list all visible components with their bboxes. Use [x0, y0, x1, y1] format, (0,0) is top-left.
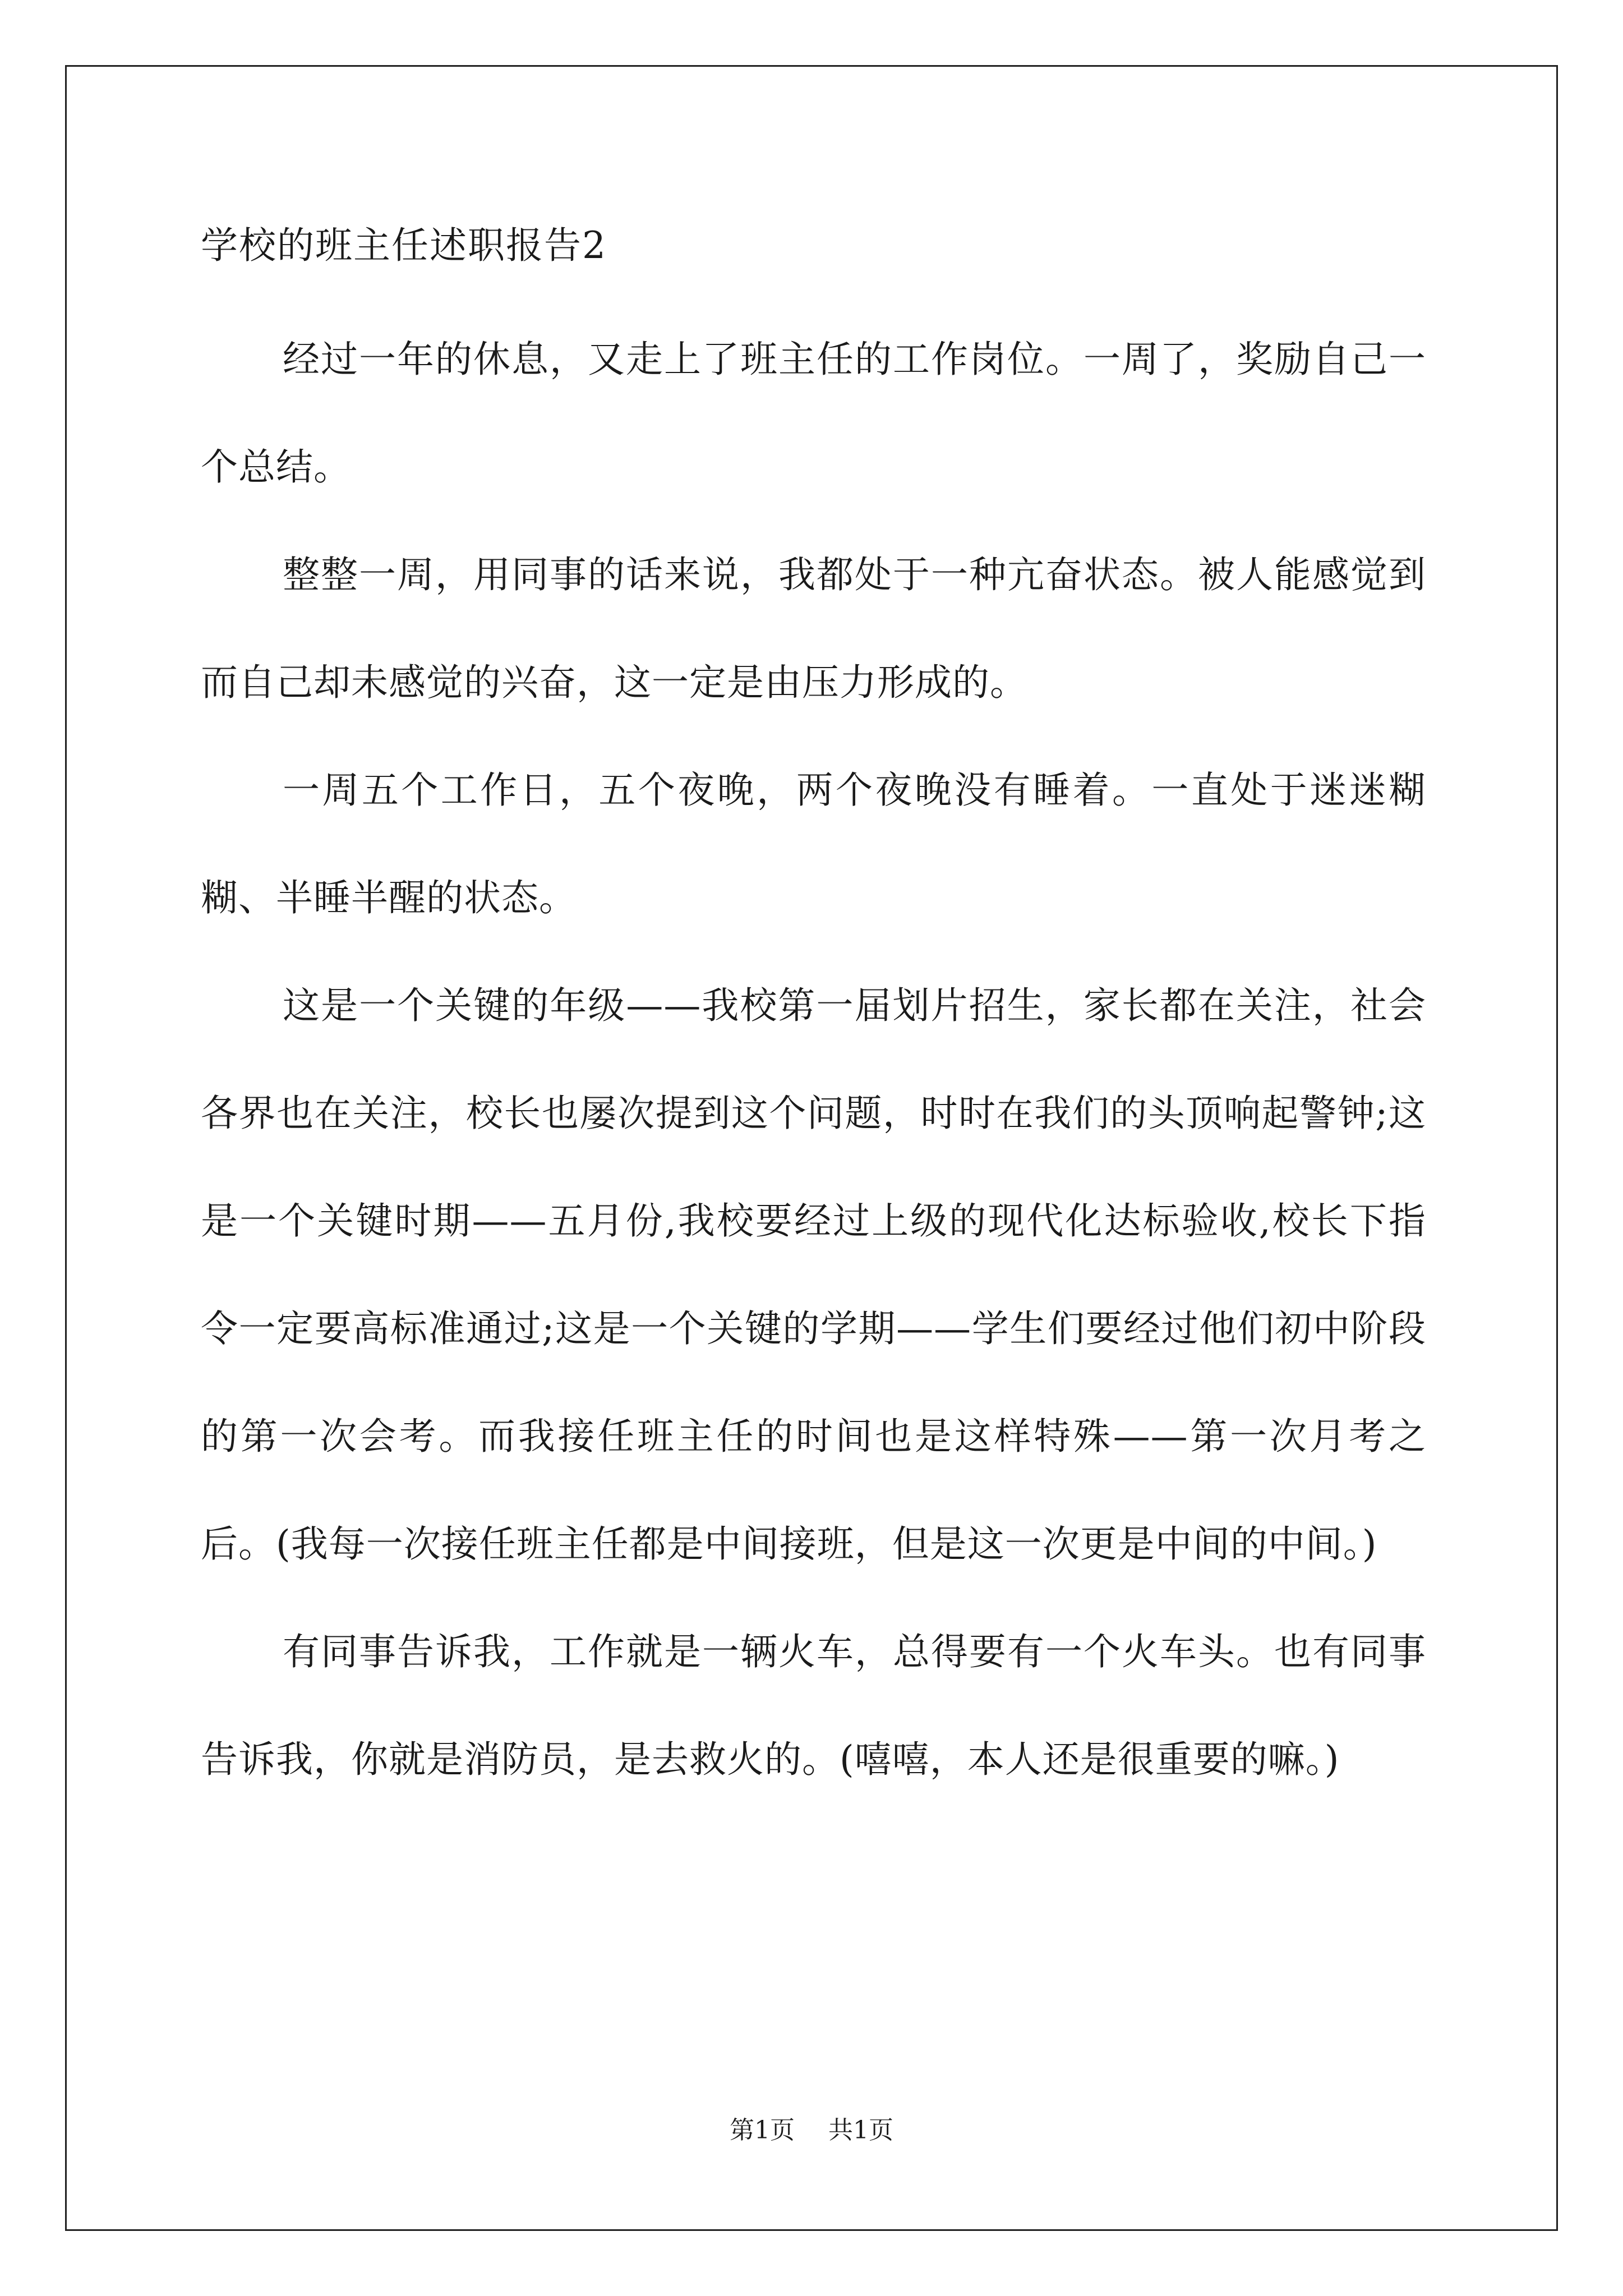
paragraph: 这是一个关键的年级——我校第一届划片招生，家长都在关注，社会各界也在关注，校长也屡次提到这个问题，时时在我们的头顶响起警钟;这是一个关键时期——五月份,我校要经过上级的现代化达标验收,校长下指令一定要高标准通过;这是一个关键的学期——学生们要经过他们初中阶段的第一次会考。而我接任班主任的时间也是这样特殊——第一次月考之后。(我每一次接任班主任都是中间接班，但是这一次更是中间的中间。)	[201, 984, 1426, 1566]
document-body	[201, 306, 1426, 1814]
paragraph: 有同事告诉我，工作就是一辆火车，总得要有一个火车头。也有同事告诉我，你就是消防员，是去救火的。(嘻嘻，本人还是很重要的嘛。)	[201, 1630, 1426, 1781]
paragraph: 一周五个工作日，五个夜晚，两个夜晚没有睡着。一直处于迷迷糊糊、半睡半醒的状态。	[201, 769, 1426, 919]
page-number: 第1页	[730, 2116, 795, 2145]
paragraph: 经过一年的休息，又走上了班主任的工作岗位。一周了，奖励自己一个总结。	[201, 338, 1426, 489]
paragraph: 整整一周，用同事的话来说，我都处于一种亢奋状态。被人能感觉到而自己却未感觉的兴奋，这一定是由压力形成的。	[201, 553, 1426, 704]
page-total: 共1页	[828, 2116, 893, 2145]
page-footer	[0, 2114, 1623, 2147]
document-title: 学校的班主任述职报告2	[201, 224, 607, 267]
